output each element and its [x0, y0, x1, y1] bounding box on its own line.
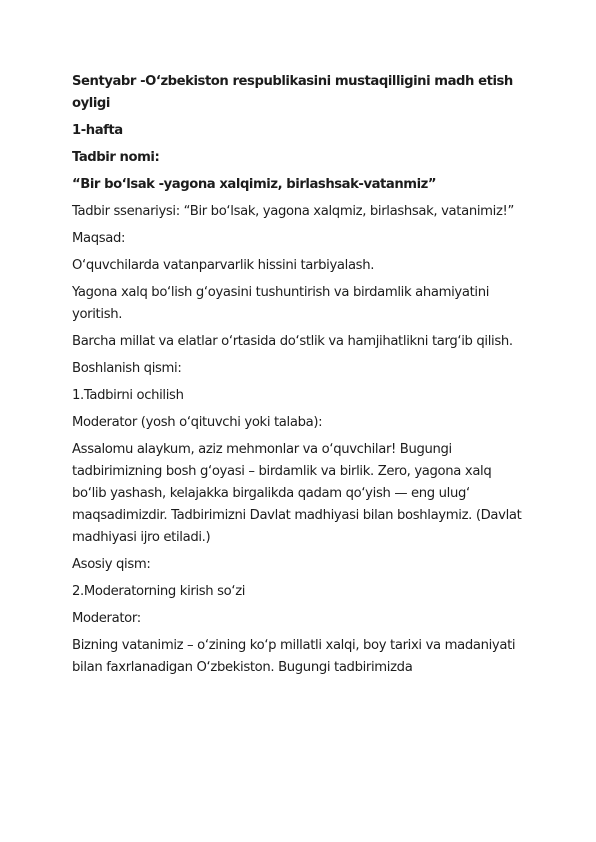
moderator-role: Moderator (yosh o‘qituvchi yoki talaba): — [72, 415, 323, 430]
goal-item: O‘quvchilarda vatanparvarlik hissini tarbiyalash. — [72, 258, 375, 273]
goal-heading: Maqsad: — [72, 231, 126, 246]
event-name: “Bir bo‘lsak -yagona xalqimiz, birlashsak-vatanmiz” — [72, 177, 437, 192]
document-title: Sentyabr -O‘zbekiston respublikasini mustaqilligini madh etish oyligi — [72, 74, 513, 111]
goal-item: Barcha millat va elatlar o‘rtasida do‘stlik va hamjihatlikni targ‘ib qilish. — [72, 334, 513, 349]
document-body — [72, 71, 524, 684]
moderator-label: Moderator: — [72, 611, 141, 626]
step-heading: 1.Tadbirni ochilish — [72, 388, 184, 403]
greeting-paragraph: Assalomu alaykum, aziz mehmonlar va o‘quvchilar! Bugungi tadbirimizning bosh g‘oyasi – birdamlik va birlik. Zero, yagona xalq bo‘lib yashash, kelajakka birgalikda qadam qo‘yish — eng ulug‘ maqsadimizdir. Tadbirimizni Davlat madhiyasi bilan boshlaymiz. (Davlat madhiyasi ijro etiladi.) — [72, 442, 522, 545]
step-heading: 2.Moderatorning kirish so‘zi — [72, 584, 246, 599]
scenario-line: Tadbir ssenariysi: “Bir bo‘lsak, yagona xalqmiz, birlashsak, vatanimiz!” — [72, 204, 514, 219]
intro-paragraph: Bizning vatanimiz – o‘zining ko‘p millatli xalqi, boy tarixi va madaniyati bilan faxrlanadigan O‘zbekiston. Bugungi tadbirimizda — [72, 638, 516, 675]
week-label: 1-hafta — [72, 123, 123, 138]
goal-item: Yagona xalq bo‘lish g‘oyasini tushuntirish va birdamlik ahamiyatini yoritish. — [72, 285, 490, 322]
event-name-label: Tadbir nomi: — [72, 150, 160, 165]
section-heading-main: Asosiy qism: — [72, 557, 151, 572]
section-heading-start: Boshlanish qismi: — [72, 361, 182, 376]
